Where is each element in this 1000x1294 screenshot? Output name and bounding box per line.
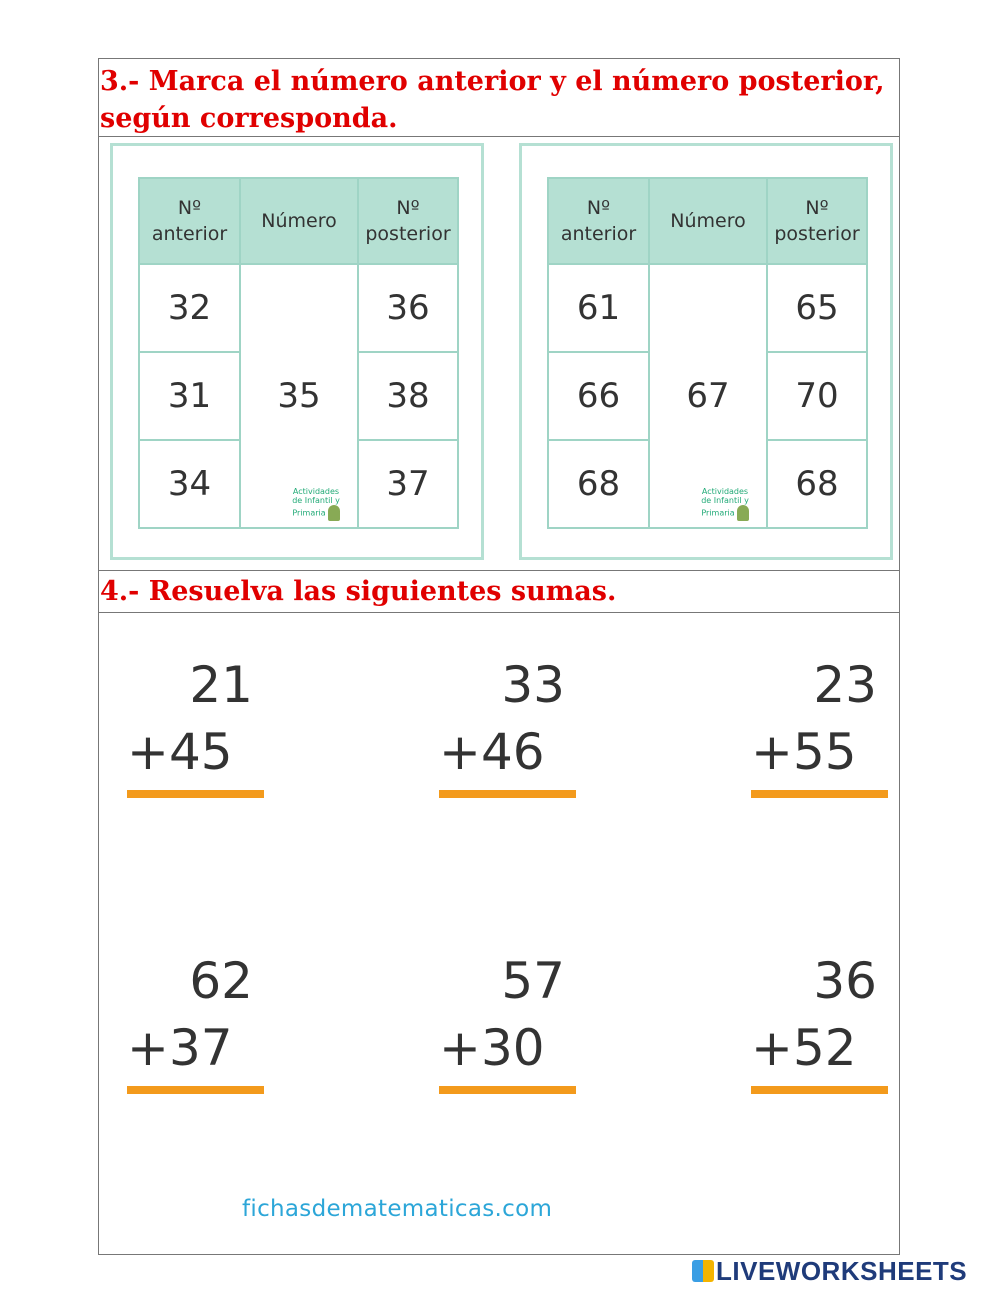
numero-cell xyxy=(240,264,358,528)
header-anterior: Nº anterior xyxy=(548,178,649,264)
liveworksheets-icon xyxy=(692,1260,714,1282)
sum-problem xyxy=(751,656,901,798)
sum-bottom-row: +37 xyxy=(127,1019,233,1077)
liveworksheets-logo xyxy=(692,1256,967,1287)
sum-bottom-row: +55 xyxy=(751,723,857,781)
answer-line[interactable] xyxy=(127,790,264,798)
anterior-cell[interactable]: 61 xyxy=(548,264,649,352)
posterior-cell[interactable]: 36 xyxy=(358,264,458,352)
anterior-cell[interactable]: 66 xyxy=(548,352,649,440)
header-posterior: Nº posterior xyxy=(358,178,458,264)
sum-bottom-number: 52 xyxy=(793,1019,857,1077)
sum-problem xyxy=(439,952,589,1094)
section3-title-line2: según corresponda. xyxy=(100,103,398,134)
sum-bottom-row: +30 xyxy=(439,1019,545,1077)
number-table-2 xyxy=(547,177,868,529)
sum-top-number: 23 xyxy=(813,656,877,714)
sum-problem xyxy=(751,952,901,1094)
header-anterior: Nº anterior xyxy=(139,178,240,264)
divider xyxy=(99,612,899,613)
child-figure-icon xyxy=(737,505,749,521)
sum-bottom-number: 46 xyxy=(481,723,545,781)
sum-top-number: 57 xyxy=(501,952,565,1010)
sum-bottom-row: +45 xyxy=(127,723,233,781)
sum-bottom-row: +46 xyxy=(439,723,545,781)
posterior-cell[interactable]: 38 xyxy=(358,352,458,440)
numero-value: 35 xyxy=(277,376,321,416)
posterior-cell[interactable]: 65 xyxy=(767,264,867,352)
sum-bottom-number: 55 xyxy=(793,723,857,781)
section3-title-line1: 3.- Marca el número anterior y el número posterior, xyxy=(100,66,885,97)
anterior-cell[interactable]: 31 xyxy=(139,352,240,440)
activities-logo: Actividades de Infantil y Primaria xyxy=(684,487,766,521)
header-numero: Número xyxy=(240,178,358,264)
child-figure-icon xyxy=(328,505,340,521)
sum-bottom-number: 30 xyxy=(481,1019,545,1077)
sum-bottom-number: 45 xyxy=(169,723,233,781)
answer-line[interactable] xyxy=(751,1086,888,1094)
posterior-cell[interactable]: 68 xyxy=(767,440,867,528)
posterior-cell[interactable]: 37 xyxy=(358,440,458,528)
sum-problem xyxy=(127,952,277,1094)
sum-problem xyxy=(439,656,589,798)
answer-line[interactable] xyxy=(439,790,576,798)
answer-line[interactable] xyxy=(751,790,888,798)
number-panel-1 xyxy=(110,143,484,560)
answer-line[interactable] xyxy=(127,1086,264,1094)
divider xyxy=(99,136,899,137)
header-numero: Número xyxy=(649,178,767,264)
website-credit: fichasdematematicas.com xyxy=(242,1196,553,1222)
number-panel-2 xyxy=(519,143,893,560)
sum-bottom-row: +52 xyxy=(751,1019,857,1077)
sum-top-number: 33 xyxy=(501,656,565,714)
sum-problem xyxy=(127,656,277,798)
sum-top-number: 36 xyxy=(813,952,877,1010)
brand-name: LIVEWORKSHEETS xyxy=(716,1256,968,1286)
header-posterior: Nº posterior xyxy=(767,178,867,264)
section3-title xyxy=(100,63,885,137)
worksheet-frame xyxy=(98,58,900,1255)
numero-value: 67 xyxy=(686,376,730,416)
anterior-cell[interactable]: 68 xyxy=(548,440,649,528)
numero-cell xyxy=(649,264,767,528)
section4-title: 4.- Resuelva las siguientes sumas. xyxy=(100,576,617,607)
sum-top-number: 62 xyxy=(189,952,253,1010)
activities-logo: Actividades de Infantil y Primaria xyxy=(275,487,357,521)
anterior-cell[interactable]: 34 xyxy=(139,440,240,528)
number-table-1 xyxy=(138,177,459,529)
anterior-cell[interactable]: 32 xyxy=(139,264,240,352)
answer-line[interactable] xyxy=(439,1086,576,1094)
sum-top-number: 21 xyxy=(189,656,253,714)
divider xyxy=(99,570,899,571)
sum-bottom-number: 37 xyxy=(169,1019,233,1077)
posterior-cell[interactable]: 70 xyxy=(767,352,867,440)
